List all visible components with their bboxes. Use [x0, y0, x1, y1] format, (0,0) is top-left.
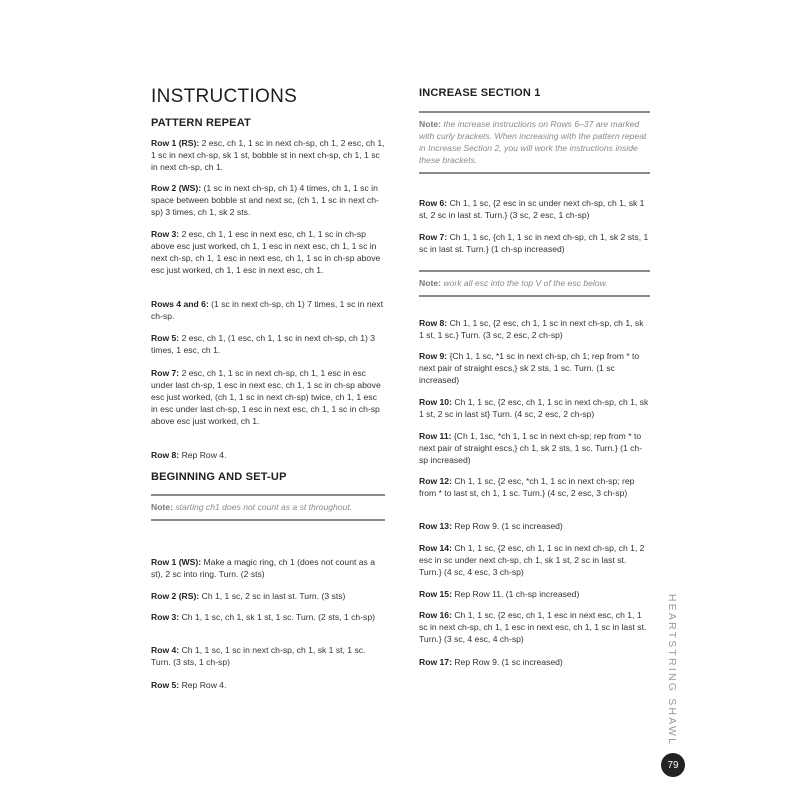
row-label: Row 12: [419, 476, 452, 486]
row-text: 2 esc, ch 1, 1 sc in next ch-sp, ch 1, 2 esc, ch 1, 1 sc in next ch-sp, sk 1 st, bobble st in next ch-sp, ch 1, 1 sc in next ch-sp, ch 1. [151, 138, 385, 172]
row-label: Row 13: [419, 521, 452, 531]
list-item [151, 228, 385, 276]
list-item [419, 396, 650, 420]
list-item [419, 475, 650, 499]
increase-heading: INCREASE SECTION 1 [419, 87, 541, 99]
row-text: Ch 1, 1 sc, ch 1, sk 1 st, 1 sc. Turn. (2 sts, 1 ch-sp) [181, 612, 375, 622]
row-text: (1 sc in next ch-sp, ch 1) 4 times, ch 1, 1 sc in space between bobble st and next sc, (ch 1, 1 sc in next ch-sp) 3 times, ch 1, sk 2 sts. [151, 183, 379, 217]
note-box [419, 270, 650, 297]
list-item [419, 430, 650, 466]
row-text: Ch 1, 1 sc, {2 esc, *ch 1, 1 sc in next ch-sp; rep from * to last st, ch 1, 1 sc. Turn.} (4 sc, 2 esc, 3 ch-sp) [419, 476, 635, 498]
note-text: the increase instructions on Rows 6–37 are marked with curly brackets. When increasing with the pattern repeat in Increase Section 2, you will work the instructions inside these brackets. [419, 119, 647, 165]
pattern-repeat-heading: PATTERN REPEAT [151, 117, 251, 129]
row-label: Row 2 (RS): [151, 591, 200, 601]
row-text: {Ch 1, 1 sc, *1 sc in next ch-sp, ch 1; rep from * to next pair of straight escs,} sk 2 sts, 1 sc. Turn. (1 sc increased) [419, 351, 640, 385]
row-text: {Ch 1, 1sc, *ch 1, 1 sc in next ch-sp; rep from * to next pair of straight escs,} ch 1, sk 2 sts, 1 sc. Turn.} (1 ch-sp increased) [419, 431, 643, 465]
row-text: Make a magic ring, ch 1 (does not count as a st), 2 sc into ring. Turn. (2 sts) [151, 557, 376, 579]
row-text: Ch 1, 1 sc, {2 esc, ch 1, 1 esc in next esc, ch 1, 1 sc in next ch-sp, ch 1, 1 esc in next esc, ch 1, 1 sc in last st. Turn.} (3 sc, 4 esc, 4 ch-sp) [419, 610, 647, 644]
list-item [419, 317, 650, 341]
list-item [151, 679, 385, 691]
list-item [151, 298, 385, 322]
list-item [419, 350, 650, 386]
note-label: Note: [419, 119, 441, 129]
list-item [151, 590, 385, 602]
row-text: 2 esc, ch 1, 1 sc in next ch-sp, ch 1, 1 esc in esc under last ch-sp, 1 esc in next esc, ch 1, 1 sc in ch-sp above esc just worked, (ch 1, 1 sc in next ch-sp) twice, ch 1, 1 esc in esc under last ch-sp, 1 esc in next esc, ch 1, 1 sc in ch-sp above esc just worked, ch 1. [151, 368, 381, 426]
side-running-title [662, 593, 682, 747]
row-text: Ch 1, 1 sc, 1 sc in next ch-sp, ch 1, sk 1 st, 1 sc. Turn. (3 sts, 1 ch-sp) [151, 645, 366, 667]
note-label: Note: [151, 502, 173, 512]
row-label: Row 16: [419, 610, 452, 620]
row-text: Ch 1, 1 sc, {2 esc, ch 1, 1 sc in next ch-sp, ch 1, sk 1 st, 2 sc in last st} Turn. (4 sc, 2 esc, 2 ch-sp) [419, 397, 649, 419]
row-text: Ch 1, 1 sc, {2 esc, ch 1, 1 sc in next ch-sp, ch 1, sk 1 st, 1 sc.} Turn. (3 sc, 2 esc, 2 ch-sp) [419, 318, 644, 340]
list-item [419, 656, 650, 668]
row-label: Row 11: [419, 431, 452, 441]
row-label: Row 5: [151, 333, 180, 343]
note-text: work all esc into the top V of the esc below. [443, 278, 608, 288]
row-label: Row 3: [151, 229, 180, 239]
row-text: Rep Row 11. (1 ch-sp increased) [454, 589, 580, 599]
row-text: Rep Row 4. [181, 450, 227, 460]
list-item [151, 449, 385, 461]
list-item [419, 542, 650, 578]
row-label: Row 4: [151, 645, 180, 655]
list-item [419, 588, 650, 600]
row-label: Row 1 (WS): [151, 557, 202, 567]
beginning-heading: BEGINNING AND SET-UP [151, 471, 287, 483]
row-text: 2 esc, ch 1, (1 esc, ch 1, 1 sc in next ch-sp, ch 1) 3 times, 1 esc, ch 1. [151, 333, 376, 355]
note-text: starting ch1 does not count as a st throughout. [175, 502, 353, 512]
list-item [151, 137, 385, 173]
row-text: 2 esc, ch 1, 1 esc in next esc, ch 1, 1 sc in ch-sp above esc just worked, ch 1, 1 esc in next esc, ch 1, 1 sc in next ch-sp, ch 1, 1 esc in next esc, ch 1, 1 sc in ch-sp above esc just worked, ch 1, 1 esc in next esc, ch 1. [151, 229, 381, 275]
row-text: (1 sc in next ch-sp, ch 1) 7 times, 1 sc in next ch-sp. [151, 299, 384, 321]
row-label: Row 7: [419, 232, 448, 242]
row-label: Row 10: [419, 397, 452, 407]
row-text: Ch 1, 1 sc, {ch 1, 1 sc in next ch-sp, ch 1, sk 2 sts, 1 sc in last st. Turn.} (1 ch-sp increased) [419, 232, 649, 254]
row-label: Row 1 (RS): [151, 138, 200, 148]
list-item [151, 556, 385, 580]
row-label: Row 9: [419, 351, 448, 361]
row-text: Rep Row 9. (1 sc increased) [454, 657, 563, 667]
row-label: Row 5: [151, 680, 180, 690]
row-text: Ch 1, 1 sc, 2 sc in last st. Turn. (3 sts) [201, 591, 346, 601]
row-text: Rep Row 4. [181, 680, 227, 690]
list-item [151, 367, 385, 427]
note-box [419, 111, 650, 174]
row-label: Rows 4 and 6: [151, 299, 209, 309]
list-item [419, 520, 650, 532]
row-label: Row 14: [419, 543, 452, 553]
list-item [151, 182, 385, 218]
list-item [419, 609, 650, 645]
row-label: Row 7: [151, 368, 180, 378]
row-label: Row 3: [151, 612, 180, 622]
row-text: Ch 1, 1 sc, {2 esc, ch 1, 1 sc in next ch-sp, ch 1, 2 esc in sc under next ch-sp, ch 1, sk 1 st, 2 sc in last st. Turn.} (4 sc, 4 esc, 3 ch-sp) [419, 543, 645, 577]
list-item [151, 611, 385, 623]
row-label: Row 2 (WS): [151, 183, 202, 193]
row-label: Row 8: [419, 318, 448, 328]
row-label: Row 8: [151, 450, 180, 460]
list-item [419, 231, 650, 255]
page-number-badge [661, 753, 685, 777]
note-label: Note: [419, 278, 441, 288]
list-item [419, 197, 650, 221]
list-item [151, 332, 385, 356]
note-box [151, 494, 385, 521]
row-text: Rep Row 9. (1 sc increased) [454, 521, 563, 531]
page-title: INSTRUCTIONS [151, 86, 298, 107]
page-number: 79 [667, 759, 679, 771]
row-text: Ch 1, 1 sc, {2 esc in sc under next ch-sp, ch 1, sk 1 st, 2 sc in last st. Turn.} (3 sc, 2 esc, 1 ch-sp) [419, 198, 645, 220]
list-item [151, 644, 385, 668]
row-label: Row 15: [419, 589, 452, 599]
book-title-vertical: HEARTSTRING SHAWL [666, 593, 678, 747]
row-label: Row 6: [419, 198, 448, 208]
row-label: Row 17: [419, 657, 452, 667]
